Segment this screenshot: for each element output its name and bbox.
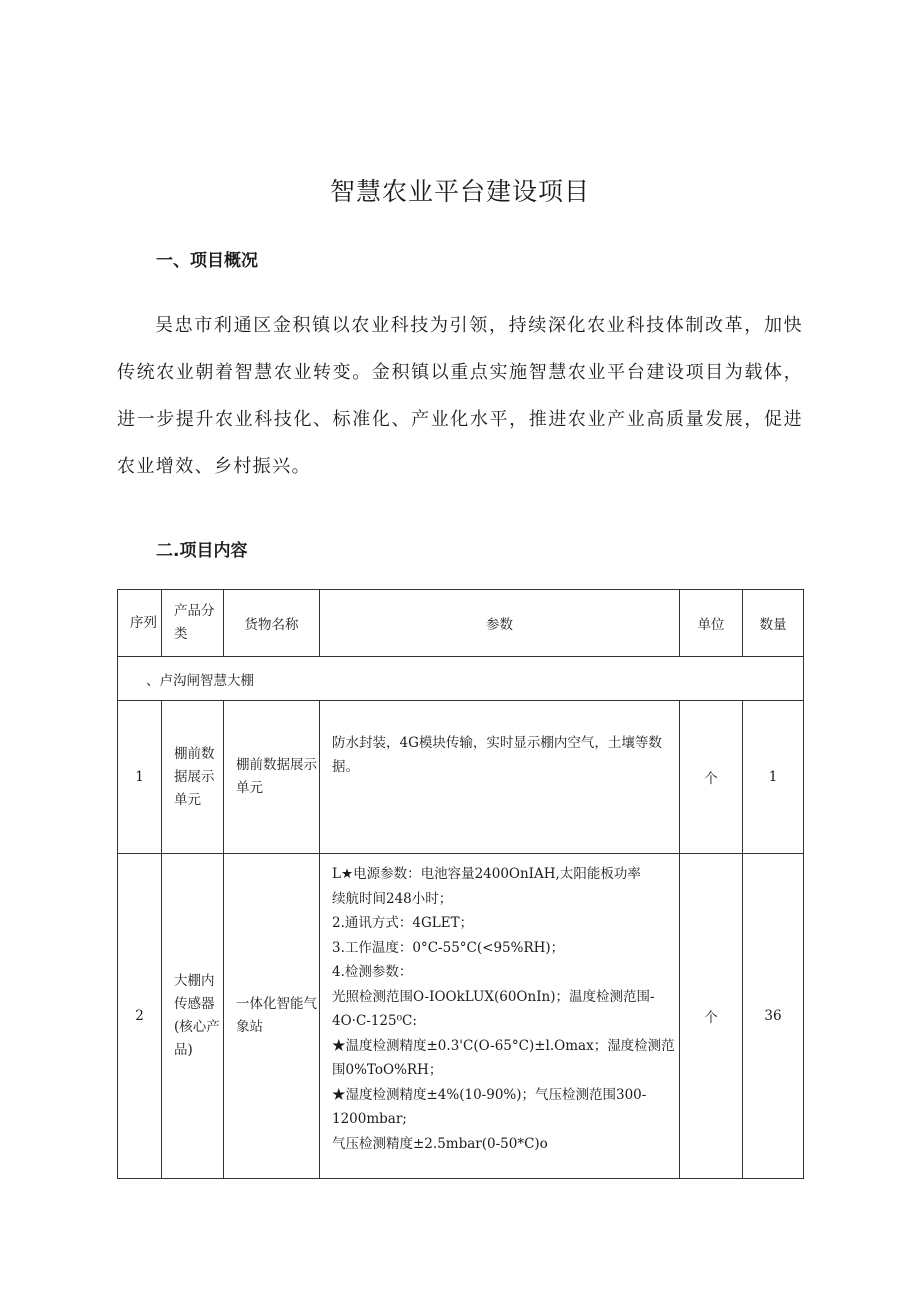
param-line: 围0%ToO%RH； (332, 1062, 443, 1078)
table-section-row (118, 657, 804, 701)
cell-qty: 1 (743, 701, 804, 854)
cell-params (320, 854, 680, 1179)
param-line: 4O·C-125⁰C: (332, 1013, 417, 1029)
param-line: ★湿度检测精度±4%(10-90%)；气压检测范围300- (332, 1086, 647, 1103)
cell-qty: 36 (743, 854, 804, 1179)
param-line: 气压检测精度±2.5mbar(0-50*C)o (332, 1135, 548, 1152)
cell-name: 棚前数据展示单元 (224, 701, 320, 854)
cell-name: 一体化智能气象站 (224, 854, 320, 1179)
param-line: 3.工作温度：0°C-55°C(<95%RH)； (332, 939, 565, 956)
cell-seq: 1 (118, 701, 162, 854)
header-seq: 序列 (118, 590, 162, 657)
param-line: L★电源参数：电池容量2400OnIAH,太阳能板功率 (332, 866, 641, 882)
cell-params: 防水封装，4G模块传输，实时显示棚内空气，土壤等数据。 (320, 701, 680, 854)
header-params: 参数 (320, 590, 680, 657)
content-table (117, 589, 804, 1179)
header-unit: 单位 (680, 590, 743, 657)
header-qty: 数量 (743, 590, 804, 657)
param-line: ★温度检测精度±0.3'C(O-65°C)±l.Omax；湿度检测范 (332, 1037, 675, 1054)
table-header-row (118, 590, 804, 657)
param-line: 光照检测范围O-IOOkLUX(60OnIn)；温度检测范围- (332, 988, 655, 1005)
section-title-cell: 、卢沟闸智慧大棚 (118, 657, 804, 701)
cell-category: 棚前数据展示单元 (162, 701, 224, 854)
table-row (118, 701, 804, 854)
cell-category: 大棚内传感器(核心产品) (162, 854, 224, 1179)
overview-paragraph: 吴忠市利通区金积镇以农业科技为引领，持续深化农业科技体制改革，加快传统农业朝着智慧农业转变。金积镇以重点实施智慧农业平台建设项目为载体，进一步提升农业科技化、标准化、产业化水平，推进农业产业高质量发展，促进农业增效、乡村振兴。 (117, 315, 803, 477)
cell-unit: 个 (680, 701, 743, 854)
param-line: 1200mbar; (332, 1111, 407, 1127)
header-category: 产品分类 (162, 590, 224, 657)
param-line: 4.检测参数： (332, 964, 413, 980)
page-title: 智慧农业平台建设项目 (329, 177, 590, 206)
cell-unit: 个 (680, 854, 743, 1179)
param-line: 2.通讯方式：4GLET； (332, 915, 474, 931)
cell-seq: 2 (118, 854, 162, 1179)
table-row (118, 854, 804, 1179)
header-name: 货物名称 (224, 590, 320, 657)
section-heading-overview: 一、项目概况 (156, 251, 258, 271)
param-line: 续航时间248小时； (332, 890, 453, 907)
section-heading-content: 二.项目内容 (156, 541, 248, 561)
